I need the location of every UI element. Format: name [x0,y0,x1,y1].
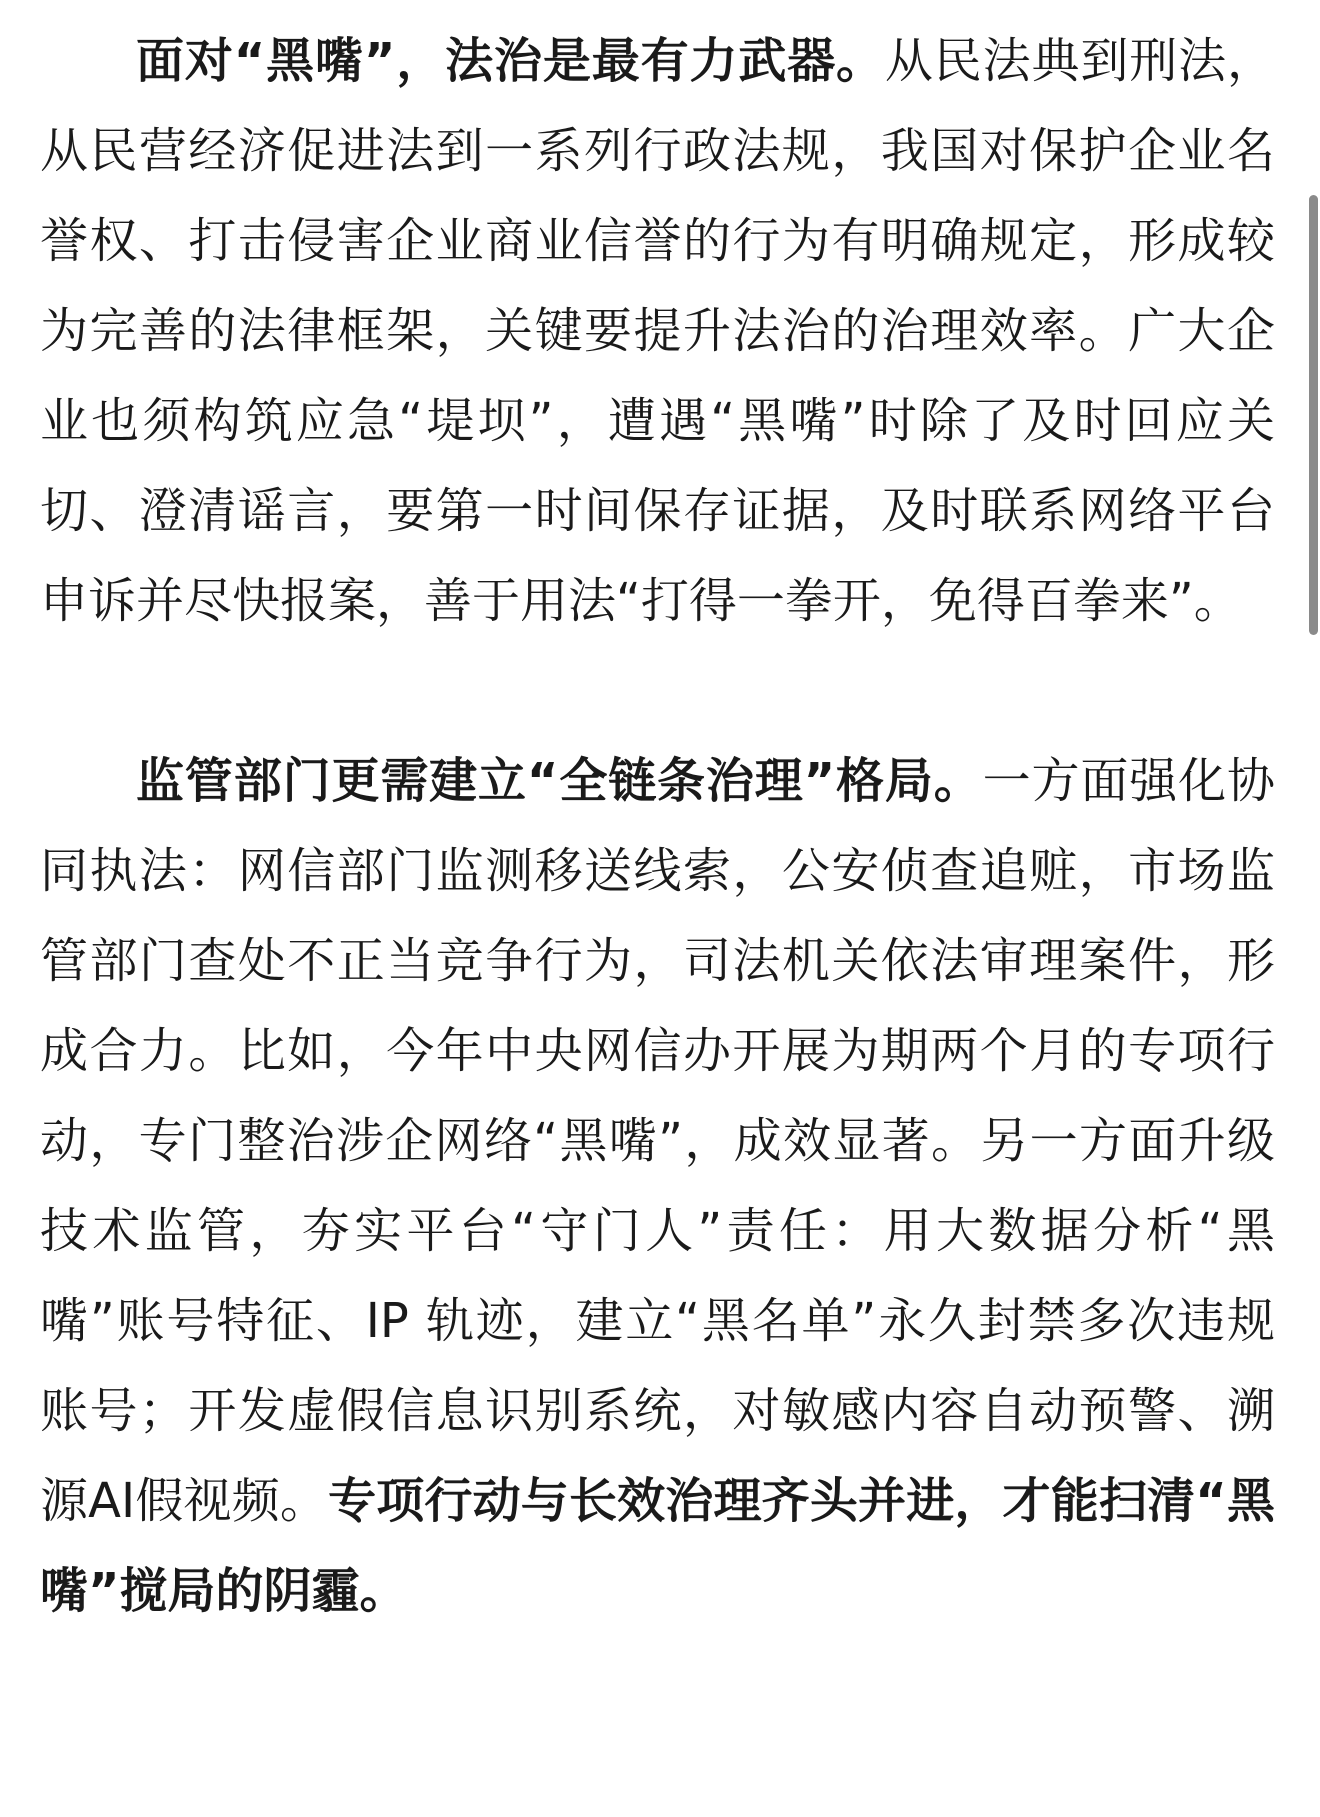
scrollbar-thumb[interactable] [1309,195,1318,635]
paragraph-lead: 监管部门更需建立“全链条治理”格局。 [136,753,983,809]
paragraph-text: 从民法典到刑法，从民营经济促进法到一系列行政法规，我国对保护企业名誉权、打击侵害企业商业信誉的行为有明确规定，形成较为完善的法律框架，关键要提升法治的治理效率。广大企业也须构筑应急“堤坝”，遭遇“黑嘴”时除了及时回应关切、澄清谣言，要第一时间保存证据，及时联系网络平台申诉并尽快报案，善于用法“打得一拳开，免得百拳来”。 [40,33,1275,629]
article-body [40,16,1275,1636]
paragraph-conclusion: 专项行动与长效治理齐头并进，才能扫清“黑嘴”搅局的阴霾。 [40,1473,1275,1619]
paragraph-rule-of-law [40,16,1275,646]
paragraph-lead: 面对“黑嘴”，法治是最有力武器。 [136,33,885,89]
paragraph-regulation [40,736,1275,1636]
paragraph-text: 一方面强化协同执法：网信部门监测移送线索，公安侦查追赃，市场监管部门查处不正当竞争行为，司法机关依法审理案件，形成合力。比如，今年中央网信办开展为期两个月的专项行动，专门整治涉企网络“黑嘴”，成效显著。另一方面升级技术监管，夯实平台“守门人”责任：用大数据分析“黑嘴”账号特征、IP 轨迹，建立“黑名单”永久封禁多次违规账号；开发虚假信息识别系统，对敏感内容自动预警、溯源AI假视频。 [40,753,1275,1529]
